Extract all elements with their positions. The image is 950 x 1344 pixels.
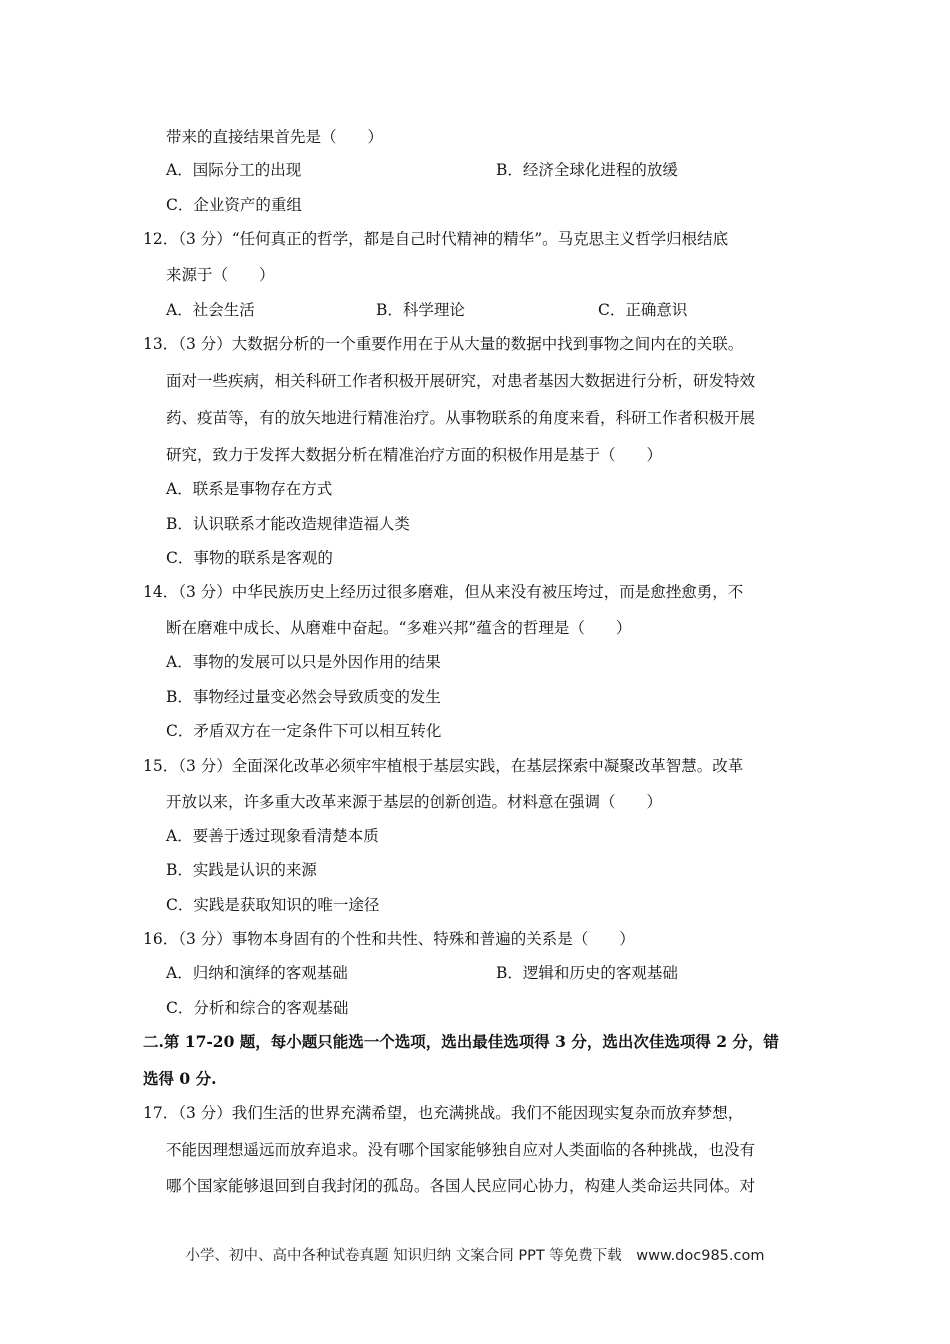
q12-option-c: C．正确意识 xyxy=(598,301,688,319)
q15-option-c: C．实践是获取知识的唯一途径 xyxy=(166,896,380,914)
q13-stem-line3: 药、疫苗等，有的放矢地进行精准治疗。从事物联系的角度来看，科研工作者积极开展 xyxy=(166,409,756,427)
q12-option-a: A．社会生活 xyxy=(166,301,255,319)
q16-option-b: B．逻辑和历史的客观基础 xyxy=(496,964,678,982)
q17-stem-line3: 哪个国家能够退回到自我封闭的孤岛。各国人民应同心协力，构建人类命运共同体。对 xyxy=(166,1177,756,1195)
section-2-heading-line2: 选得 0 分. xyxy=(143,1069,217,1088)
q11-option-c: C．企业资产的重组 xyxy=(166,196,302,214)
q14-option-a: A．事物的发展可以只是外因作用的结果 xyxy=(166,653,441,671)
q15-stem-line1: 15．（3 分）全面深化改革必须牢牢植根于基层实践，在基层探索中凝聚改革智慧。改革 xyxy=(143,757,744,775)
q13-stem-line1: 13．（3 分）大数据分析的一个重要作用在于从大量的数据中找到事物之间内在的关联。 xyxy=(143,335,744,353)
q13-option-c: C．事物的联系是客观的 xyxy=(166,549,333,567)
q15-option-a: A．要善于透过现象看清楚本质 xyxy=(166,827,379,845)
section-2-heading-line1: 二.第 17-20 题，每小题只能选一个选项，选出最佳选项得 3 分，选出次佳选项得 2 分，错 xyxy=(143,1032,779,1051)
q17-stem-line2: 不能因理想遥远而放弃追求。没有哪个国家能够独自应对人类面临的各种挑战，也没有 xyxy=(166,1141,756,1159)
q16-option-c: C．分析和综合的客观基础 xyxy=(166,999,349,1017)
q15-stem-line2: 开放以来，许多重大改革来源于基层的创新创造。材料意在强调（ ） xyxy=(166,793,663,811)
q17-stem-line1: 17．（3 分）我们生活的世界充满希望，也充满挑战。我们不能因现实复杂而放弃梦想， xyxy=(143,1104,744,1122)
q13-option-b: B．认识联系才能改造规律造福人类 xyxy=(166,515,410,533)
q13-stem-line2: 面对一些疾病，相关科研工作者积极开展研究，对患者基因大数据进行分析，研发特效 xyxy=(166,372,756,390)
q15-option-b: B．实践是认识的来源 xyxy=(166,861,317,879)
q11-stem-continuation: 带来的直接结果首先是（ ） xyxy=(166,128,384,146)
q12-stem-line1: 12．（3 分）“任何真正的哲学，都是自己时代精神的精华”。马克思主义哲学归根结底 xyxy=(143,230,729,248)
q13-stem-line4: 研究，致力于发挥大数据分析在精准治疗方面的积极作用是基于（ ） xyxy=(166,446,663,464)
q13-option-a: A．联系是事物存在方式 xyxy=(166,480,333,498)
q16-stem-line1: 16．（3 分）事物本身固有的个性和共性、特殊和普遍的关系是（ ） xyxy=(143,930,635,948)
q11-option-a: A．国际分工的出现 xyxy=(166,161,302,179)
q11-option-b: B．经济全球化进程的放缓 xyxy=(496,161,678,179)
q14-stem-line1: 14．（3 分）中华民族历史上经历过很多磨难，但从来没有被压垮过，而是愈挫愈勇，不 xyxy=(143,583,744,601)
q14-option-c: C．矛盾双方在一定条件下可以相互转化 xyxy=(166,722,442,740)
q14-option-b: B．事物经过量变必然会导致质变的发生 xyxy=(166,688,441,706)
q14-stem-line2: 断在磨难中成长、从磨难中奋起。“多难兴邦”蕴含的哲理是（ ） xyxy=(166,619,632,637)
q12-stem-line2: 来源于（ ） xyxy=(166,266,275,284)
q12-option-b: B．科学理论 xyxy=(376,301,465,319)
q16-option-a: A．归纳和演绎的客观基础 xyxy=(166,964,348,982)
page-footer: 小学、初中、高中各种试卷真题 知识归纳 文案合同 PPT 等免费下载 www.doc985.com xyxy=(185,1248,765,1264)
